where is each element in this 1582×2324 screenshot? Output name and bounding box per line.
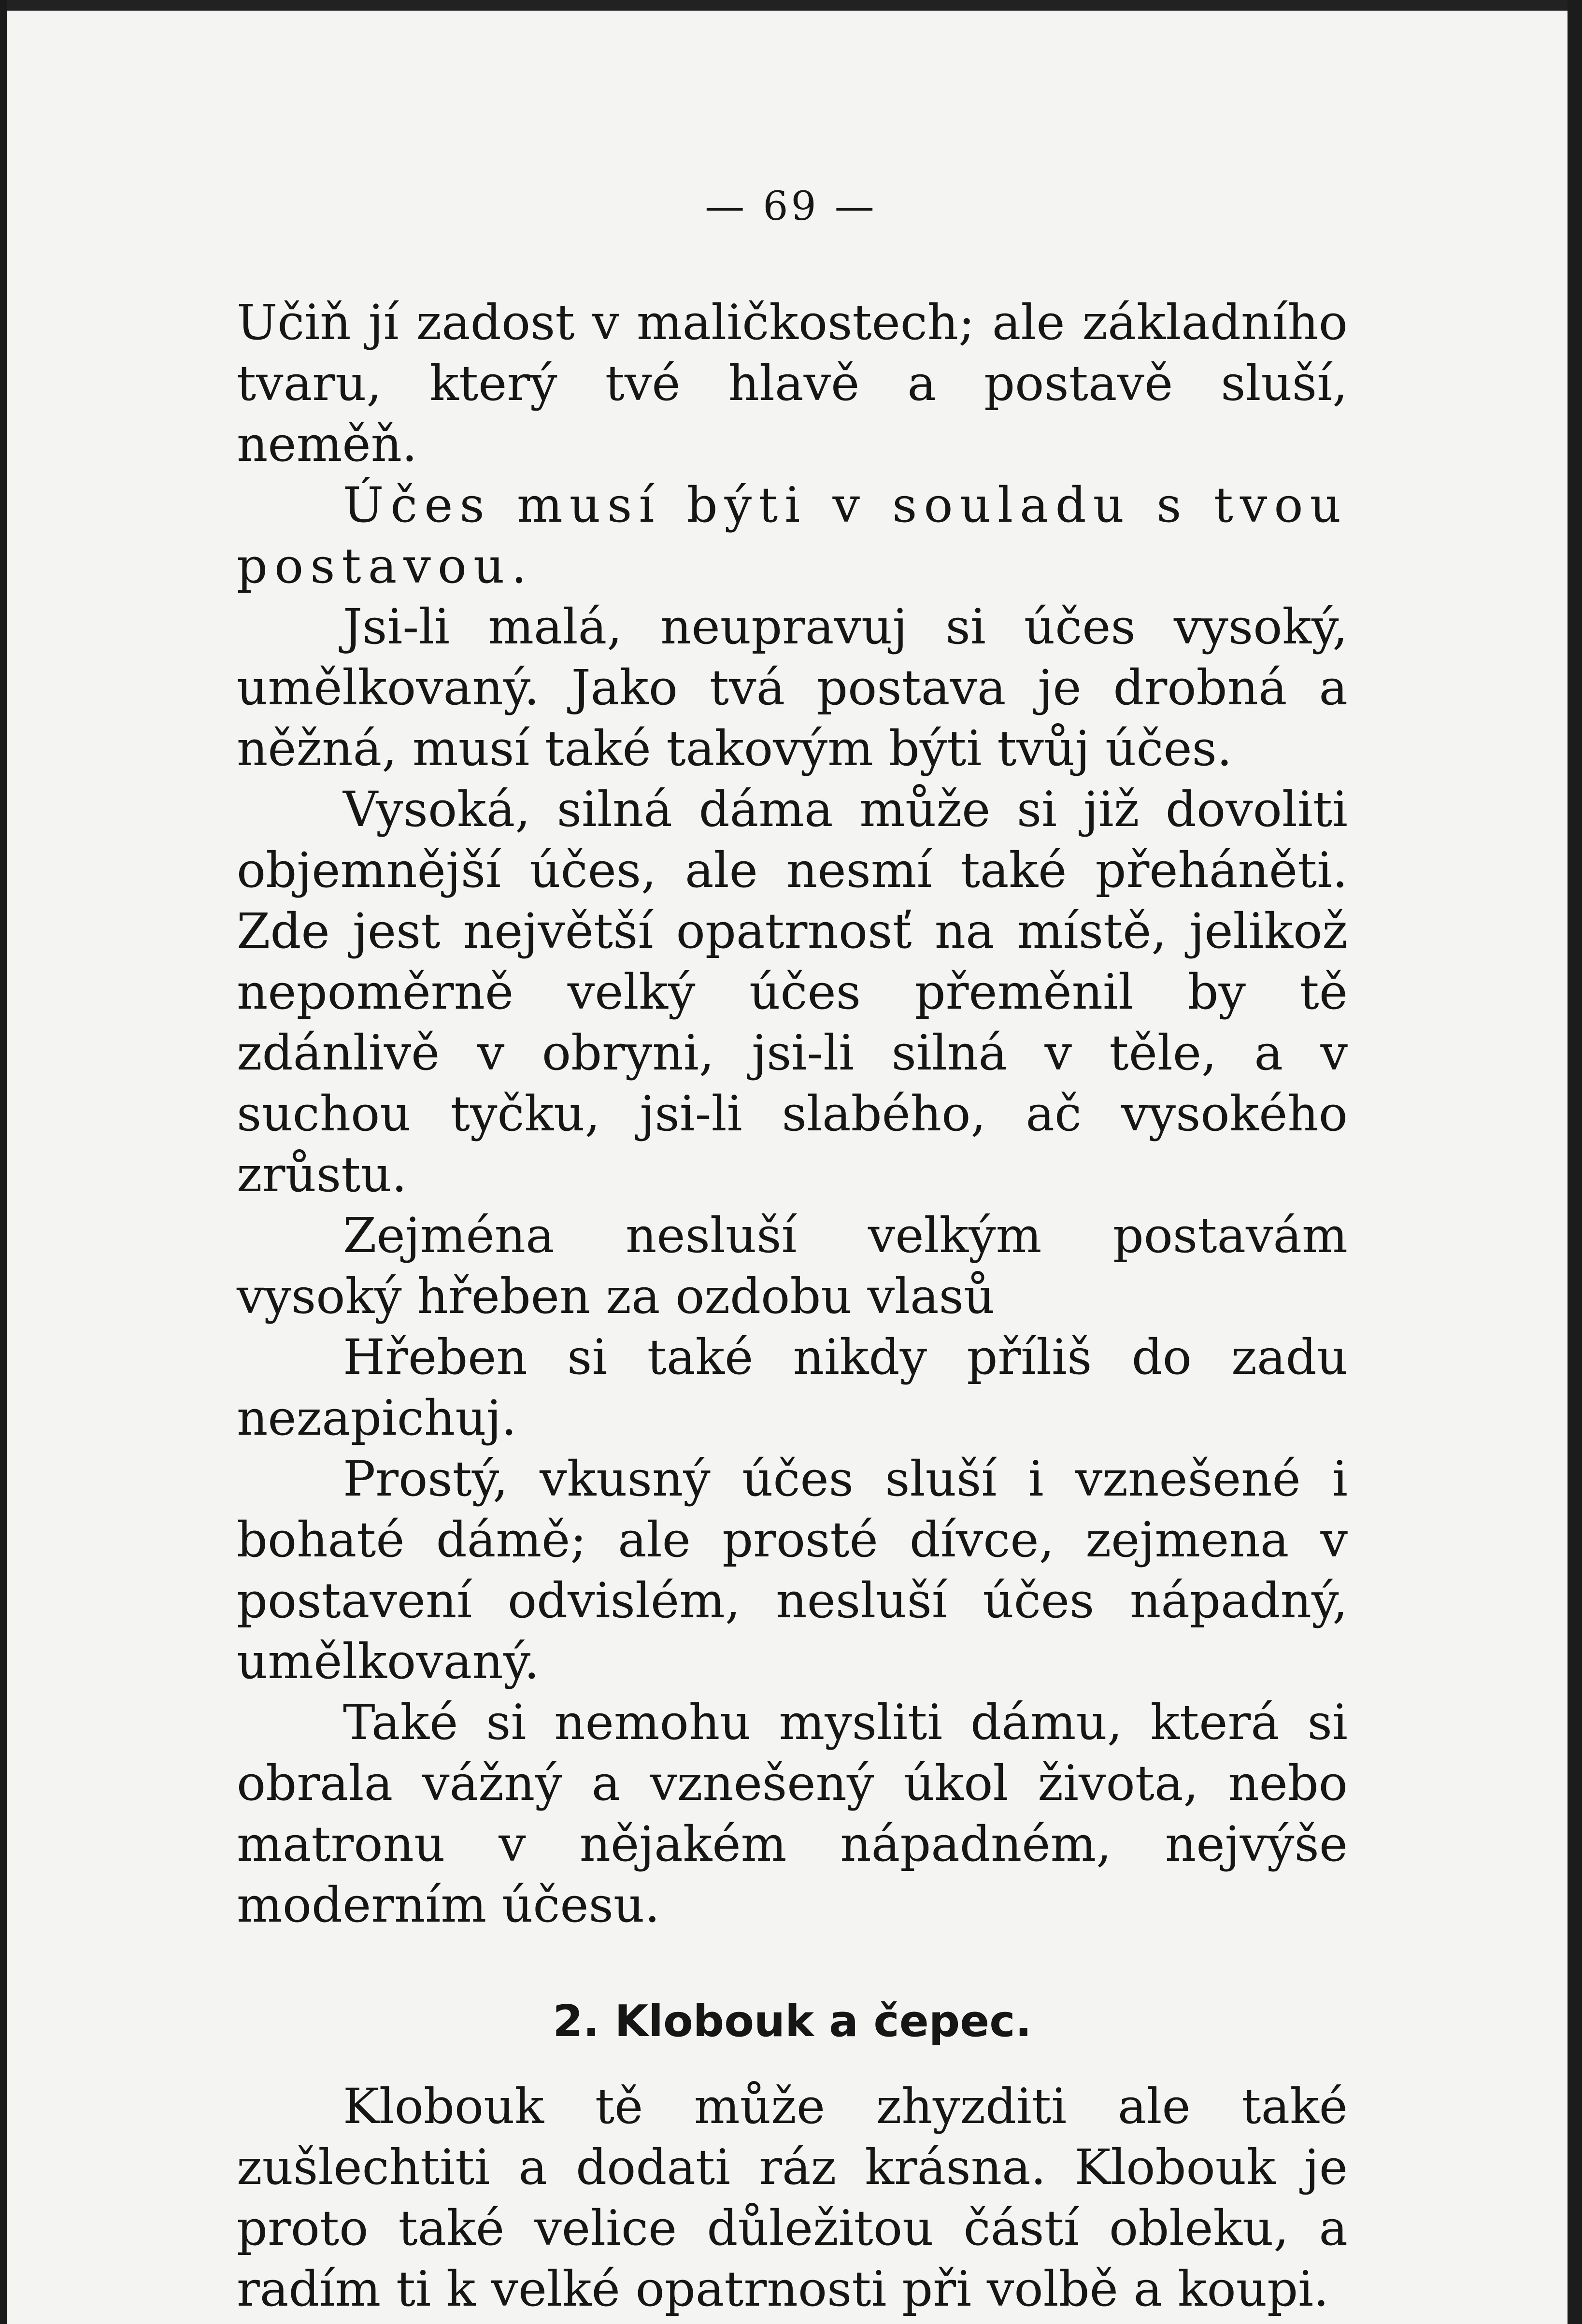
paragraph: Hřeben si také nikdy příliš do zadu nezapichuj.	[237, 1329, 1348, 1446]
page-left-edge	[0, 0, 7, 2324]
paragraph: Vysoká, silná dáma může si již dovoliti objemnější účes, ale nesmí také přeháněti. Zde jest největší opatrnosť na místě, jelikož nepoměrně velký účes přeměnil by tě zdánlivě v obryni, jsi-li silná v těle, a v suchou tyčku, jsi-li slabého, ač vysokého zrůstu.	[237, 781, 1348, 1203]
paragraph: Účes musí býti v souladu s tvou postavou.	[237, 477, 1348, 594]
section-heading: 2. Klobouk a čepec.	[553, 1996, 1032, 2047]
paragraph: Jsi-li malá, neupravuj si účes vysoký, umělkovaný. Jako tvá postava je drobná a něžná, musí také takovým býti tvůj účes.	[237, 599, 1348, 777]
body-text	[237, 292, 1348, 2320]
paragraph: Prostý, vkusný účes sluší i vznešené i bohaté dámě; ale prosté dívce, zejmena v postavení odvislém, nesluší účes nápadný, umělkovaný.	[237, 1451, 1348, 1690]
page-number: — 69 —	[705, 184, 877, 229]
paragraph: Také si nemohu mysliti dámu, která si obrala vážný a vznešený úkol života, nebo matronu v nějakém nápadném, nejvýše moderním účesu.	[237, 1694, 1348, 1933]
paragraph: Klobouk tě může zhyzditi ale také zušlechtiti a dodati ráz krásna. Klobouk je proto také velice důležitou částí obleku, a radím ti k velké opatrnosti při volbě a koupi.	[237, 2078, 1348, 2317]
page-top-edge	[0, 0, 1582, 11]
paragraph: Zejména nesluší velkým postavám vysoký hřeben za ozdobu vlasů	[237, 1207, 1348, 1325]
page-right-edge	[1568, 0, 1582, 2324]
paragraph: Učiň jí zadost v maličkostech; ale základního tvaru, který tvé hlavě a postavě sluší, neměň.	[237, 294, 1348, 472]
